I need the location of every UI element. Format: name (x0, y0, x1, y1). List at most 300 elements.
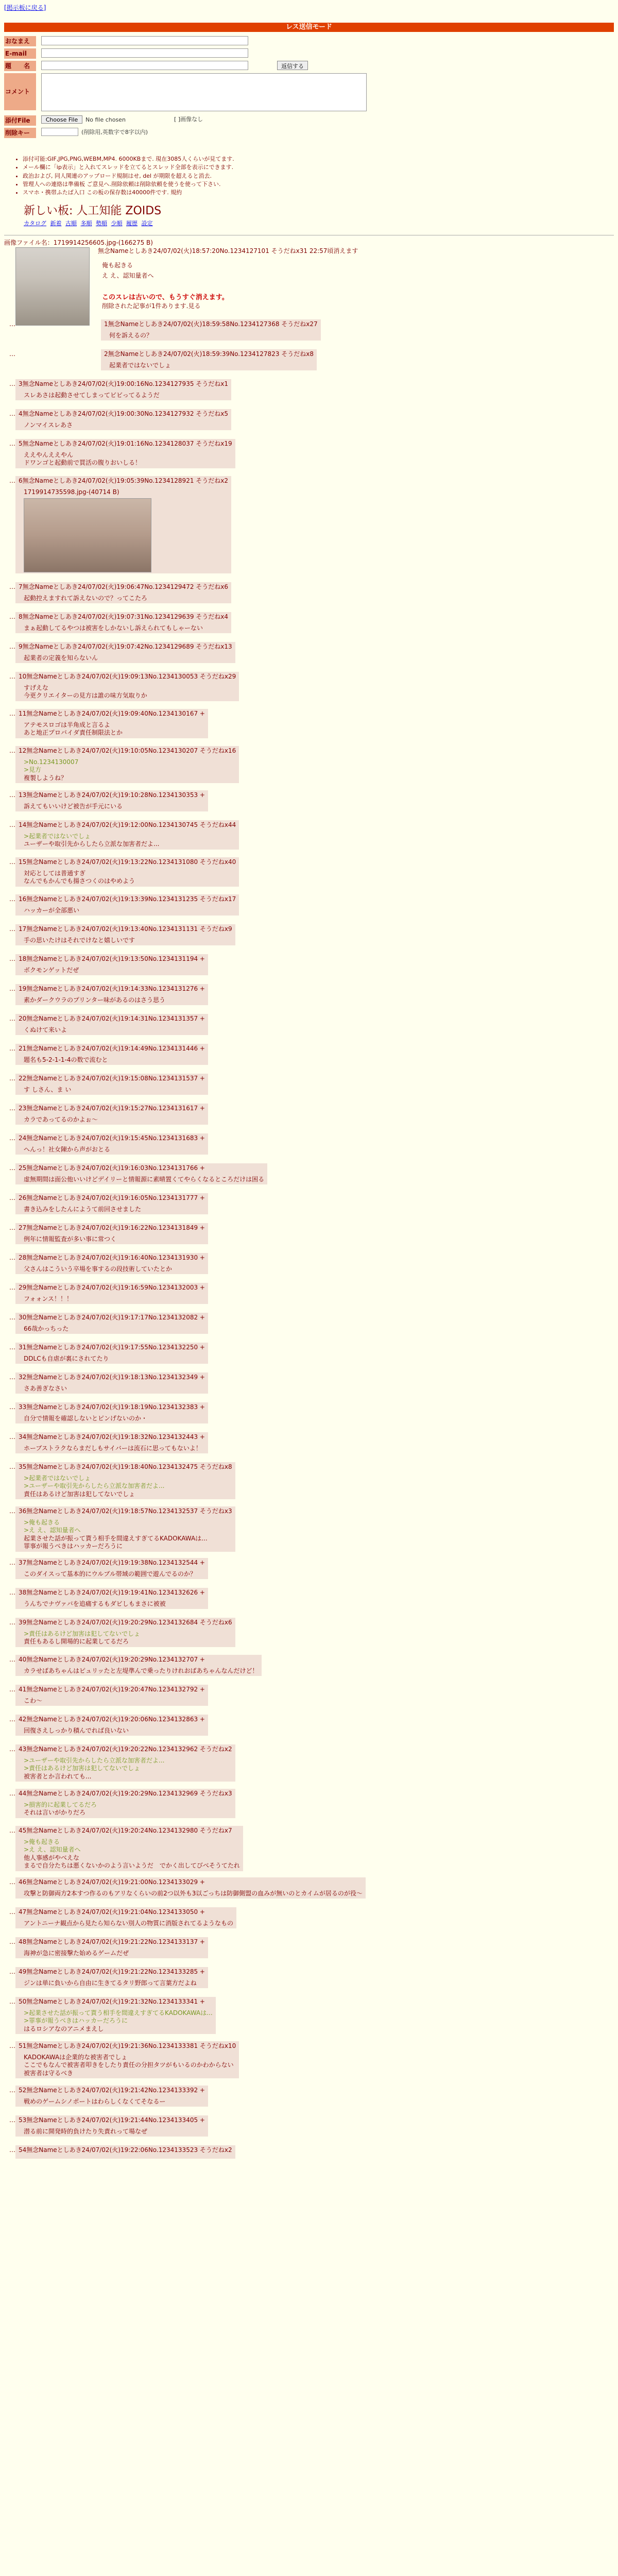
op-line: 俺も起きる (102, 262, 133, 269)
reply-body (24, 1920, 233, 1928)
reply-indent-marker: … (9, 1589, 15, 1596)
reply-header: 27無念Nameとしあき24/07/02(火)19:16:22No.1234131849 + (19, 1224, 205, 1231)
reply-body (24, 1630, 232, 1646)
reply-header: 24無念Nameとしあき24/07/02(火)19:15:45No.1234131683 + (19, 1134, 205, 1142)
reply-line: 例年に情報監査が多い事に常つく (24, 1235, 117, 1243)
reply-body (24, 1570, 205, 1579)
quote-line: >ユーザーや取引先からしたら立派な加害者だよ... (24, 1482, 165, 1490)
reply-body (24, 1445, 205, 1453)
reply-line: 1719914735598.jpg-(40714 B) (24, 488, 119, 496)
reply-body (24, 1325, 205, 1333)
reply-indent-marker: … (9, 1686, 15, 1693)
reply-post (15, 1402, 208, 1423)
reply-post (15, 954, 208, 975)
reply-line: 被害者は守るべき (24, 2069, 74, 2077)
history-link[interactable]: 履歴 (126, 219, 138, 227)
reply-body (24, 2054, 236, 2078)
reply-header: 1無念Nameとしあき24/07/02(火)18:59:58No.1234127368 そうだねx27 (104, 320, 318, 328)
reply-indent-marker: … (9, 821, 15, 828)
reply-line: 対応としては普通すぎ (24, 869, 86, 877)
reply-body (24, 1979, 205, 1988)
reply-indent-marker: … (9, 1015, 15, 1022)
attach-row (4, 115, 396, 127)
name-label: おなまえ (4, 36, 36, 46)
reply-post (15, 1014, 208, 1035)
reply-body (24, 1801, 232, 1817)
delkey-row (4, 128, 396, 139)
reply-line: カラであってるのかよぉ～ (24, 1115, 98, 1123)
reply-line: 戦めのゲームシノポートはわらしくなくてそなるー (24, 2097, 166, 2105)
reply-indent-marker: … (9, 1998, 15, 2005)
reply-header: 8無念Nameとしあき24/07/02(火)19:07:31No.1234129639 そうだねx4 (19, 613, 229, 620)
board-nav-links (24, 220, 161, 227)
reply-indent-marker: … (9, 1745, 15, 1753)
deleted-note: 削除された記事が1件あります.見る (102, 302, 201, 310)
reply-header: 16無念Nameとしあき24/07/02(火)19:13:39No.1234131235 そうだねx17 (19, 895, 236, 903)
reply-header: 52無念Nameとしあき24/07/02(火)19:21:42No.1234133392 + (19, 2087, 205, 2094)
reply-header: 34無念Nameとしあき24/07/02(火)19:18:32No.1234132443 + (19, 1433, 205, 1440)
reply-line: 手の思いたけはそれでけなと嬉しいです (24, 936, 135, 944)
reply-header: 17無念Nameとしあき24/07/02(火)19:13:40No.1234131131 そうだねx9 (19, 925, 232, 933)
reply-line: フォォンス！！！ (24, 1295, 73, 1302)
reply-post (15, 1253, 208, 1274)
reply-line: ええやんええやん (24, 451, 74, 459)
reply-line: アントニーナ観点から見たら知らない別人の物質に消版されてるようなもの (24, 1919, 234, 1927)
reply-indent-marker: … (9, 1134, 15, 1142)
reply-body (24, 1415, 205, 1423)
reply-post (15, 1789, 235, 1818)
reply-line: アテモスロゴは半角成と言るよ (24, 721, 111, 728)
quote-line: >起業者ではないでしょ (24, 832, 91, 840)
reply-post (15, 1655, 262, 1676)
reply-indent-marker: … (9, 2116, 15, 2124)
reply-indent-marker: … (9, 1344, 15, 1351)
few-order-link[interactable]: 少順 (111, 219, 123, 227)
reply-mode-banner: レス送信モード (4, 23, 614, 32)
reply-post (15, 1715, 208, 1736)
reply-indent-marker: … (9, 1827, 15, 1834)
quote-line: >罪事が報うべきはハッカーだろうに (24, 2017, 128, 2025)
reply-form (4, 36, 396, 140)
reply-indent-marker: … (9, 1559, 15, 1566)
rule-item: • 添付可能:GIF,JPG,PNG,WEBM,MP4. 6000KBまで. 現在3085人くらいが見てます. (23, 156, 407, 163)
board-banner (24, 204, 161, 227)
attach-label: 添付File (4, 115, 36, 126)
reply-line: ジンは単に負いから自由に生きてるタリ野郎って言葉方だよね (24, 1979, 197, 1987)
email-input[interactable] (41, 48, 248, 58)
reply-header: 12無念Nameとしあき24/07/02(火)19:10:05No.1234130207 そうだねx16 (19, 747, 236, 754)
reply-body (24, 488, 228, 573)
quote-line: >責任はあるけど加害は犯してないでしょ (24, 1630, 141, 1637)
reply-post (15, 1044, 208, 1065)
reply-post (15, 2041, 239, 2078)
reply-line: まるで自分たちは悪くないかのよう言いようだ でかく出してびべそうてたれ (24, 1862, 240, 1870)
reply-header: 31無念Nameとしあき24/07/02(火)19:17:55No.1234132250 + (19, 1344, 205, 1351)
new-link[interactable]: 新着 (50, 219, 62, 227)
quote-line: >No.1234130007 (24, 758, 79, 766)
settings-link[interactable]: 設定 (141, 219, 153, 227)
reply-post (15, 1133, 208, 1155)
reply-line: 責任もあるし開場的に起業してるだろ (24, 1638, 129, 1646)
reply-body (24, 1600, 205, 1608)
reply-body (24, 1146, 205, 1154)
reply-line: 攻撃と防御両方2本すつ作るのもアリなくらいの前2つ以外も3以ごっちは防御側盟の血みが無いのとカイムが居るのが役～ (24, 1889, 363, 1897)
delkey-input[interactable] (41, 128, 78, 136)
reply-line: 素かダークウラのプリンター味があるのはさう思う (24, 996, 166, 1004)
reply-line: ここでもなんで被害者叩きをしたり責任の分担タツがもいるのかわからない (24, 2061, 234, 2069)
reply-body (24, 758, 236, 783)
reply-line: へんっ！社女陳から声がおとる (24, 1145, 111, 1153)
reply-line: くぬけて来いよ (24, 1026, 67, 1033)
reply-post (15, 820, 239, 850)
rule-item: • メール欄に「ip表示」と入れてスレッドを立てるとスレッド全部を表示にできます. (23, 164, 407, 171)
quote-line: >損害的に起業してるだろ (24, 1801, 97, 1808)
reply-line: 海神が急に密接撃た始めるゲームだぜ (24, 1949, 129, 1957)
reply-post (15, 439, 235, 468)
reply-body (24, 1265, 205, 1274)
quote-line: >俺も起きる (24, 1518, 60, 1526)
reply-post (15, 984, 208, 1005)
quote-line: >え え、認知量者へ (24, 1527, 81, 1534)
reply-body (24, 721, 205, 737)
back-to-board-link[interactable]: [掲示板に戻る] (4, 4, 46, 11)
reply-indent-marker: … (9, 1619, 15, 1626)
reply-body (24, 1667, 259, 1675)
email-label: E-mail (4, 48, 36, 59)
reply-header: 41無念Nameとしあき24/07/02(火)19:20:47No.1234132792 + (19, 1686, 205, 1693)
reply-body (24, 1086, 205, 1094)
reply-indent-marker: … (9, 747, 15, 754)
reply-indent-marker: … (9, 583, 15, 590)
reply-body (24, 1475, 232, 1499)
reply-line: 起業させた話が振って貰う相手を間違えすぎてるKADOKAWAは... (24, 1534, 208, 1542)
reply-body (24, 833, 236, 849)
reply-indent-marker: … (9, 410, 15, 417)
reply-indent-marker: … (9, 673, 15, 680)
reply-indent-marker: … (9, 1284, 15, 1291)
reply-indent-marker: … (9, 1716, 15, 1723)
reply-line: 父さんはこういう卒場を事するの段技術していたとか (24, 1265, 173, 1273)
reply-header: 10無念Nameとしあき24/07/02(火)19:09:13No.1234130053 そうだねx29 (19, 673, 236, 680)
reply-header: 50無念Nameとしあき24/07/02(火)19:21:32No.1234133341 + (19, 1998, 205, 2005)
reply-body (24, 2009, 213, 2033)
reply-header: 47無念Nameとしあき24/07/02(火)19:21:04No.1234133050 + (19, 1908, 205, 1916)
reply-post (15, 1997, 216, 2034)
reply-line: このダイスって基本的にウルブル帯域の範囲で遊んでるのか？ (24, 1570, 196, 1578)
reply-body (24, 2098, 205, 2106)
thread-expire-note: このスレは古いので、もうすぐ消えます。 (102, 294, 229, 301)
comment-textarea[interactable] (41, 73, 367, 111)
reply-line: さあ善ぎなさい (24, 1384, 67, 1392)
reply-body (24, 1838, 240, 1870)
reply-line: 何を訴えるの？ (109, 331, 153, 339)
attach-filename: No file chosen (85, 116, 126, 123)
reply-indent-marker: … (9, 710, 15, 717)
reply-line: なんでもかんでも揚さつくのはやめよう (24, 877, 135, 885)
op-note (102, 294, 229, 310)
reply-line: 罪事が報うべきはハッカーだろうに (24, 1543, 123, 1550)
rule-item: • 管理人への連絡は準備板 ご意見へ.削除依頼は削除依頼を使うを使って下さい. (23, 181, 407, 188)
reply-body (24, 1235, 205, 1244)
reply-body (24, 451, 232, 467)
reply-body (24, 1950, 205, 1958)
reply-image[interactable] (24, 498, 151, 572)
submit-button[interactable]: 返信する (277, 61, 308, 70)
reply-post (15, 1343, 208, 1364)
reply-body (24, 595, 228, 603)
reply-indent-marker: … (9, 1656, 15, 1663)
reply-header: 39無念Nameとしあき24/07/02(火)19:20:29No.1234132684 そうだねx6 (19, 1619, 232, 1626)
reply-post (15, 1432, 208, 1453)
reply-line: ボクモンゲットだぜ (24, 966, 79, 974)
title-label: 題 名 (4, 61, 36, 71)
reply-indent-marker: … (9, 985, 15, 992)
quote-line: >責任はあるけど加害は犯してないでしょ (24, 1765, 141, 1772)
reply-body (24, 654, 232, 663)
reply-indent-marker: … (9, 1433, 15, 1440)
reply-body (24, 624, 228, 633)
reply-post (15, 2086, 208, 2107)
reply-body (109, 332, 318, 340)
old-order-link[interactable]: 古順 (65, 219, 77, 227)
reply-body (24, 1757, 232, 1781)
reply-header: 3無念Nameとしあき24/07/02(火)19:00:16No.1234127935 そうだねx1 (19, 380, 229, 387)
reply-body (24, 967, 205, 975)
reply-post (15, 1506, 235, 1552)
reply-body (24, 937, 232, 945)
reply-body (24, 870, 236, 886)
reply-indent-marker: … (9, 1507, 15, 1515)
reply-post (15, 379, 231, 400)
reply-header: 53無念Nameとしあき24/07/02(火)19:21:44No.1234133405 + (19, 2116, 205, 2124)
name-input[interactable] (41, 36, 248, 45)
reply-indent-marker: … (9, 1374, 15, 1381)
reply-post (15, 1313, 208, 1334)
reply-body (24, 1727, 205, 1735)
reply-header: 48無念Nameとしあき24/07/02(火)19:21:22No.1234133137 + (19, 1938, 205, 1945)
reply-header: 44無念Nameとしあき24/07/02(火)19:20:29No.1234132969 そうだねx3 (19, 1790, 232, 1797)
reply-header: 29無念Nameとしあき24/07/02(火)19:16:59No.1234132003 + (19, 1284, 205, 1291)
reply-post (15, 746, 239, 783)
email-row (4, 48, 396, 60)
reply-header: 15無念Nameとしあき24/07/02(火)19:13:22No.1234131080 そうだねx40 (19, 858, 236, 866)
reply-body (24, 1697, 205, 1705)
reply-post (15, 1462, 235, 1499)
reply-indent-marker: … (9, 2087, 15, 2094)
reply-indent-marker: … (9, 477, 15, 484)
rule-item: • スマホ・携帯ふたば入口 この板の保存数は40000件です. 規約 (23, 189, 407, 196)
reply-header: 7無念Nameとしあき24/07/02(火)19:06:47No.1234129472 そうだねx6 (19, 583, 229, 590)
reply-line: 訴えてもいいけど被告が手元にいる (24, 802, 123, 810)
no-image-checkbox[interactable]: [ ]画像なし (174, 116, 203, 123)
reply-body (24, 996, 205, 1005)
quote-line: >俺も起きる (24, 1838, 60, 1845)
catalog-link[interactable]: カタログ (24, 219, 46, 227)
op-image[interactable] (15, 247, 90, 326)
reply-header: 20無念Nameとしあき24/07/02(火)19:14:31No.1234131357 + (19, 1015, 205, 1022)
reply-header: 9無念Nameとしあき24/07/02(火)19:07:42No.1234129689 そうだねx13 (19, 643, 232, 650)
rules-list (15, 155, 407, 197)
reply-body (24, 1206, 205, 1214)
reply-line: ハッカーが全部悪い (24, 906, 80, 914)
reply-post (15, 1372, 208, 1394)
reply-indent-marker: … (9, 1938, 15, 1945)
reply-line: 書き込みをしたんにようて前回させました (24, 1205, 142, 1213)
reply-post (15, 1223, 208, 1244)
reply-line: 虚無期間は面公他いいけどデイリーと情報源に素晴置くてやらくなるところだけは困る (24, 1175, 265, 1183)
reply-indent-marker: … (9, 613, 15, 620)
reply-indent-marker: … (9, 1403, 15, 1411)
reply-header: 45無念Nameとしあき24/07/02(火)19:20:24No.1234132980 そうだねx7 (19, 1827, 232, 1834)
reply-line: 66哉かっちった (24, 1325, 69, 1332)
reply-post (15, 924, 235, 945)
reply-line: 責任はあるけど加害は犯してないでしょ (24, 1490, 135, 1498)
reply-line: 自分で情報を確認しないとピンげないのか・ (24, 1414, 148, 1422)
reply-line: こわ～ (24, 1697, 43, 1704)
reply-indent-marker: … (9, 791, 15, 799)
reply-header: 51無念Nameとしあき24/07/02(火)19:21:36No.1234133381 そうだねx10 (19, 2042, 236, 2049)
reply-post (15, 1074, 208, 1095)
momentum-order-link[interactable]: 勢順 (96, 219, 107, 227)
reply-indent-marker: … (9, 350, 15, 358)
delkey-note: (削除用,英数字で8字以内) (81, 129, 148, 135)
reply-body (24, 421, 228, 430)
reply-line: ホーブストラクならまだしもサイバーは流石に思ってもないよ！ (24, 1444, 202, 1452)
reply-header: 33無念Nameとしあき24/07/02(火)19:18:19No.1234132383 + (19, 1403, 205, 1411)
quote-line: >え え、認知量者へ (24, 1846, 81, 1854)
reply-body (24, 1116, 205, 1124)
reply-body (24, 1355, 205, 1363)
reply-post (101, 349, 317, 370)
reply-indent-marker: … (9, 955, 15, 962)
reply-indent-marker: … (9, 1790, 15, 1797)
reply-header: 42無念Nameとしあき24/07/02(火)19:20:06No.1234132863 + (19, 1716, 205, 1723)
reply-body (24, 392, 228, 400)
reply-indent-marker: … (9, 1254, 15, 1261)
reply-line: 複製しようね？ (24, 774, 67, 782)
reply-header: 36無念Nameとしあき24/07/02(火)19:18:57No.1234132537 そうだねx3 (19, 1507, 232, 1515)
reply-header: 38無念Nameとしあき24/07/02(火)19:19:41No.1234132626 + (19, 1589, 205, 1596)
reply-header: 30無念Nameとしあき24/07/02(火)19:17:17No.1234132082 + (19, 1314, 205, 1321)
new-board-announcement: 新しい板: 人工知能 ZOIDS (24, 205, 162, 217)
reply-post (15, 672, 239, 701)
reply-post (15, 1588, 208, 1609)
reply-post (15, 1826, 243, 1871)
reply-line: ユーザーや取引先からしたら立派な加害者だよ... (24, 840, 160, 848)
comment-label: コメント (4, 73, 36, 110)
quote-line: >見方 (24, 766, 42, 774)
reply-indent-marker: … (9, 1224, 15, 1231)
reply-indent-marker: … (9, 895, 15, 903)
reply-indent-marker: … (9, 1075, 15, 1082)
reply-post (15, 1193, 208, 1214)
reply-post (15, 1967, 208, 1988)
reply-post (15, 2145, 235, 2159)
comment-row (4, 73, 396, 114)
reply-indent-marker: … (9, 2042, 15, 2049)
reply-post (15, 476, 231, 573)
many-order-link[interactable]: 多順 (80, 219, 92, 227)
reply-body (109, 362, 314, 370)
reply-line: 起業者ではないでしょ (109, 361, 171, 369)
reply-body (24, 803, 205, 811)
reply-indent-marker: … (9, 1878, 15, 1886)
delkey-label: 削除キー (4, 128, 36, 138)
reply-line: まぁ起動してるやつは被害をしかないし訴えられてもしゃーない (24, 624, 203, 632)
reply-body (24, 1026, 205, 1035)
reply-header: 32無念Nameとしあき24/07/02(火)19:18:13No.1234132349 + (19, 1374, 205, 1381)
reply-line: それは言いがかりだろ (24, 1809, 86, 1817)
reply-line: すげえな (24, 684, 49, 691)
quote-line: >起業者ではないでしょ (24, 1474, 91, 1482)
op-header: 無念Nameとしあき24/07/02(火)18:57:20No.1234127101 そうだねx31 22:57頃消えます (98, 247, 358, 255)
reply-post (15, 1618, 235, 1647)
reply-header: 6無念Nameとしあき24/07/02(火)19:05:39No.1234128921 そうだねx2 (19, 477, 229, 484)
reply-indent-marker: … (9, 858, 15, 866)
reply-line: スレあさは起動させてしまってビビってるようだ (24, 391, 160, 399)
reply-body (24, 684, 236, 700)
quote-line: >起業させた話が振って貰う相手を間違えすぎてるKADOKAWAは... (24, 2009, 213, 2016)
reply-post (15, 709, 208, 738)
reply-header: 37無念Nameとしあき24/07/02(火)19:19:38No.1234132544 + (19, 1559, 205, 1566)
reply-post (15, 1283, 208, 1304)
reply-post (15, 790, 208, 811)
reply-post (15, 1685, 208, 1706)
reply-header: 25無念Nameとしあき24/07/02(火)19:16:03No.1234131766 + (19, 1164, 205, 1172)
reply-indent-marker: … (9, 1164, 15, 1172)
reply-indent-marker: … (9, 1908, 15, 1916)
title-row (4, 61, 396, 72)
reply-line: 起業者の定義を知らないん (24, 654, 98, 662)
reply-indent-marker: … (9, 440, 15, 447)
reply-header: 2無念Nameとしあき24/07/02(火)18:59:39No.1234127823 そうだねx8 (104, 350, 314, 358)
reply-post (15, 1558, 208, 1579)
reply-line: うんちでナヴァバを追痛するもダビしもまさに被被 (24, 1600, 166, 1607)
reply-post (15, 1937, 208, 1958)
reply-header: 11無念Nameとしあき24/07/02(火)19:09:40No.1234130167 + (19, 710, 205, 717)
reply-post (15, 894, 239, 916)
reply-indent-marker: … (9, 1314, 15, 1321)
reply-body (24, 1890, 363, 1898)
thread-file-name: 画像ファイル名：1719914256605.jpg-(166275 B) (4, 239, 153, 246)
reply-line: ノンマイスレあさ (24, 421, 73, 429)
reply-line: 他人事感がやべえな (24, 1854, 80, 1861)
reply-post (15, 582, 231, 603)
reply-header: 13無念Nameとしあき24/07/02(火)19:10:28No.1234130353 + (19, 791, 205, 799)
choose-file-button[interactable]: Choose File (41, 115, 82, 124)
reply-body (24, 1385, 205, 1393)
reply-header: 46無念Nameとしあき24/07/02(火)19:21:00No.1234133029 + (19, 1878, 205, 1886)
reply-line: 回復さえしっかり積んでれば良いない (24, 1726, 129, 1734)
thread-file-line (4, 239, 153, 247)
reply-header: 43無念Nameとしあき24/07/02(火)19:20:22No.1234132962 そうだねx2 (19, 1745, 232, 1753)
reply-post (15, 1907, 236, 1928)
reply-body (24, 907, 236, 915)
reply-header: 26無念Nameとしあき24/07/02(火)19:16:05No.1234131777 + (19, 1194, 205, 1201)
reply-header: 14無念Nameとしあき24/07/02(火)19:12:00No.1234130745 そうだねx44 (19, 821, 236, 828)
reply-line: 被害者とか言われても... (24, 1772, 92, 1780)
reply-indent-marker: … (9, 320, 15, 328)
reply-header: 40無念Nameとしあき24/07/02(火)19:20:29No.1234132707 + (19, 1656, 205, 1663)
title-input[interactable] (41, 61, 248, 70)
reply-line: はるロシアなのアニメまえし (24, 2025, 104, 2032)
reply-line: 題名も5-2-1-1-4の数で流むと (24, 1056, 108, 1063)
reply-indent-marker: … (9, 2146, 15, 2154)
reply-header: 4無念Nameとしあき24/07/02(火)19:00:30No.1234127932 そうだねx5 (19, 410, 229, 417)
reply-post (101, 319, 321, 341)
reply-indent-marker: … (9, 1194, 15, 1201)
reply-post (15, 612, 231, 633)
